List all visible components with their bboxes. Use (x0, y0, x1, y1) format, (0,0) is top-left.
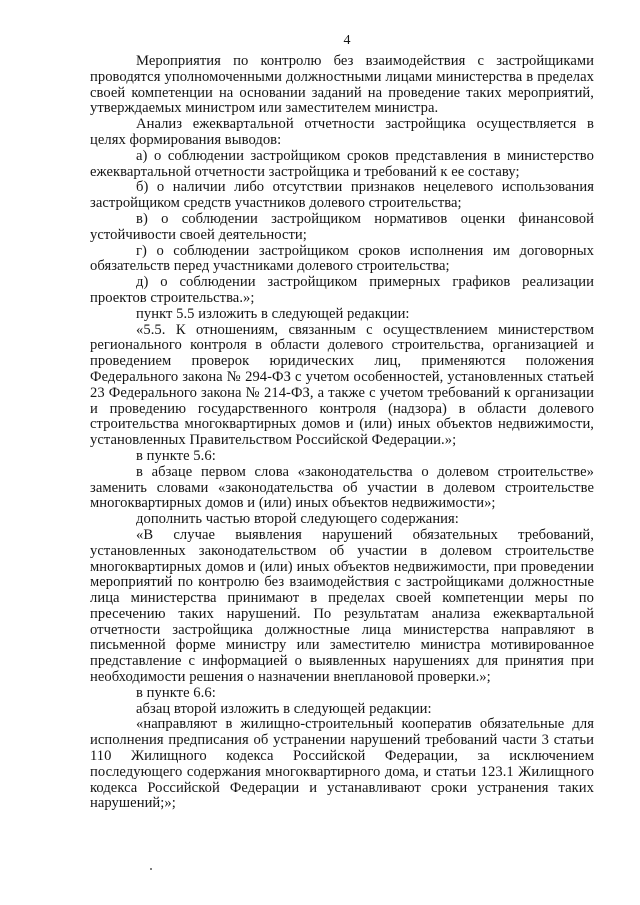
paragraph-control-without-interaction: Мероприятия по контролю без взаимодействия с застройщиками проводятся уполномоченными должностными лицами министерства в пределах своей компетенции на основании заданий на проведение таких мероприятий, утверждаемых министром или заместителем министра. (90, 53, 594, 117)
document-page (90, 32, 594, 812)
scan-speck (150, 868, 152, 870)
paragraph-clause-5-6-add: дополнить частью второй следующего содержания: (136, 511, 459, 528)
paragraph-clause-5-5-intro: пункт 5.5 изложить в следующей редакции: (136, 305, 410, 322)
paragraph-clause-5-6-intro: в пункте 5.6: (136, 447, 216, 464)
paragraph-item-g: г) о соблюдении застройщиком сроков исполнения им договорных обязательств перед участниками долевого строительства; (90, 242, 594, 275)
paragraph-clause-6-6-text: «направляют в жилищно-строительный кооператив обязательные для исполнения предписания об устранении нарушений требований части 3 статьи 110 Жилищного кодекса Российской Федерации, за исключением последующего содержания многоквартирного дома, и статьи 123.1 Жилищного кодекса Российской Федерации и устанавливают сроки устранения таких нарушений;»; (90, 716, 594, 812)
paragraph-item-b: б) о наличии либо отсутствии признаков нецелевого использования застройщиком средств участников долевого строительства; (90, 179, 594, 212)
paragraph-clause-6-6-intro: в пункте 6.6: (136, 684, 216, 701)
paragraph-item-d: д) о соблюдении застройщиком примерных графиков реализации проектов строительства.»; (90, 274, 594, 306)
paragraph-clause-5-6-first: в абзаце первом слова «законодательства о долевом строительстве» заменить словами «законодательства об участии в долевом строительстве многоквартирных домов и (или) иных объектов недвижимости»; (90, 463, 594, 512)
paragraph-item-a: а) о соблюдении застройщиком сроков представления в министерство ежеквартальной отчетности застройщика и требований к ее составу; (90, 147, 594, 180)
page-number: 4 (343, 33, 351, 48)
paragraph-clause-5-5-text: «5.5. К отношениям, связанным с осуществлением министерством регионального контроля в области долевого строительства, организацией и проведением проверок юридических лиц, применяются положения Федерального закона № 294-ФЗ с учетом особенностей, установленных статьей 23 Федерального закона № 214-ФЗ, а также с учетом требований к организации и проведению государственного контроля (надзора) в области долевого строительства многоквартирных домов и (или) иных объектов недвижимости, установленных Правительством Российской Федерации.»; (90, 321, 594, 449)
paragraph-clause-6-6-second-intro: абзац второй изложить в следующей редакции: (136, 700, 432, 717)
paragraph-item-v: в) о соблюдении застройщиком нормативов оценки финансовой устойчивости своей деятельности; (90, 210, 594, 243)
paragraph-clause-5-6-second: «В случае выявления нарушений обязательных требований, установленных законодательством об участии в долевом строительстве многоквартирных домов и (или) иных объектов недвижимости, при проведении мероприятий по контролю без взаимодействия с застройщиками должностные лица министерства принимают в пределах своей компетенции меры по пресечению таких нарушений. По результатам анализа ежеквартальной отчетности застройщика должностные лица министерства направляют в письменной форме министру или заместителю министра мотивированное представление с информацией о выявленных нарушениях для принятия при необходимости решения о назначении внеплановой проверки.»; (90, 526, 594, 686)
paragraph-quarterly-analysis: Анализ ежеквартальной отчетности застройщика осуществляется в целях формирования выводов: (90, 116, 594, 148)
